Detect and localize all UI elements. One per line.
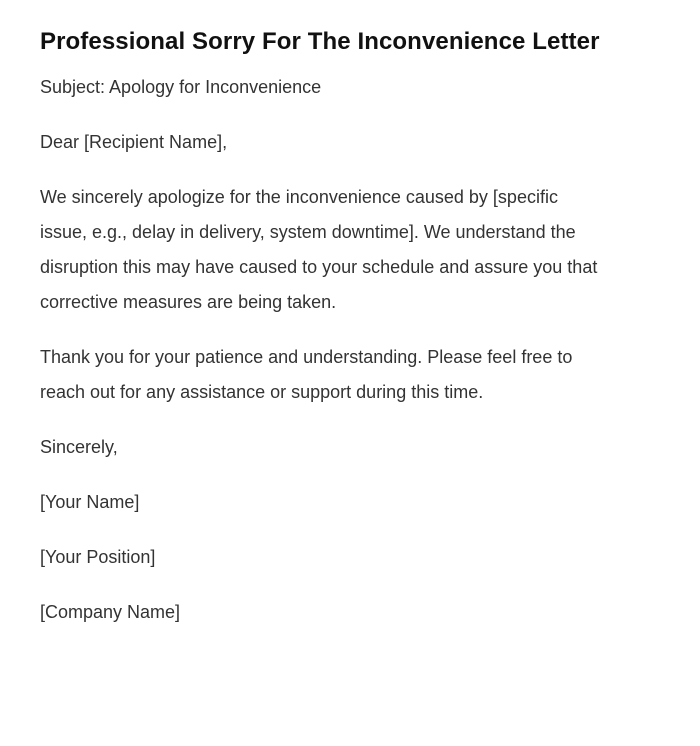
letter-body xyxy=(40,70,660,630)
letter-salutation: Dear [Recipient Name], xyxy=(40,132,228,152)
signature-position: [Your Position] xyxy=(40,547,156,567)
signature-name: [Your Name] xyxy=(40,492,140,512)
letter-paragraph: We sincerely apologize for the inconvenience caused by [specific issue, e.g., delay in delivery, system downtime]. We understand the disruption this may have caused to your schedule and assure you that corrective measures are being taken. xyxy=(40,187,598,312)
letter-subject-line: Subject: Apology for Inconvenience xyxy=(40,77,322,97)
letter-paragraph: Thank you for your patience and understanding. Please feel free to reach out for any assistance or support during this time. xyxy=(40,347,573,402)
signature-company: [Company Name] xyxy=(40,602,181,622)
letter-closing: Sincerely, xyxy=(40,437,118,457)
page-title: Professional Sorry For The Inconvenience Letter xyxy=(40,28,600,55)
